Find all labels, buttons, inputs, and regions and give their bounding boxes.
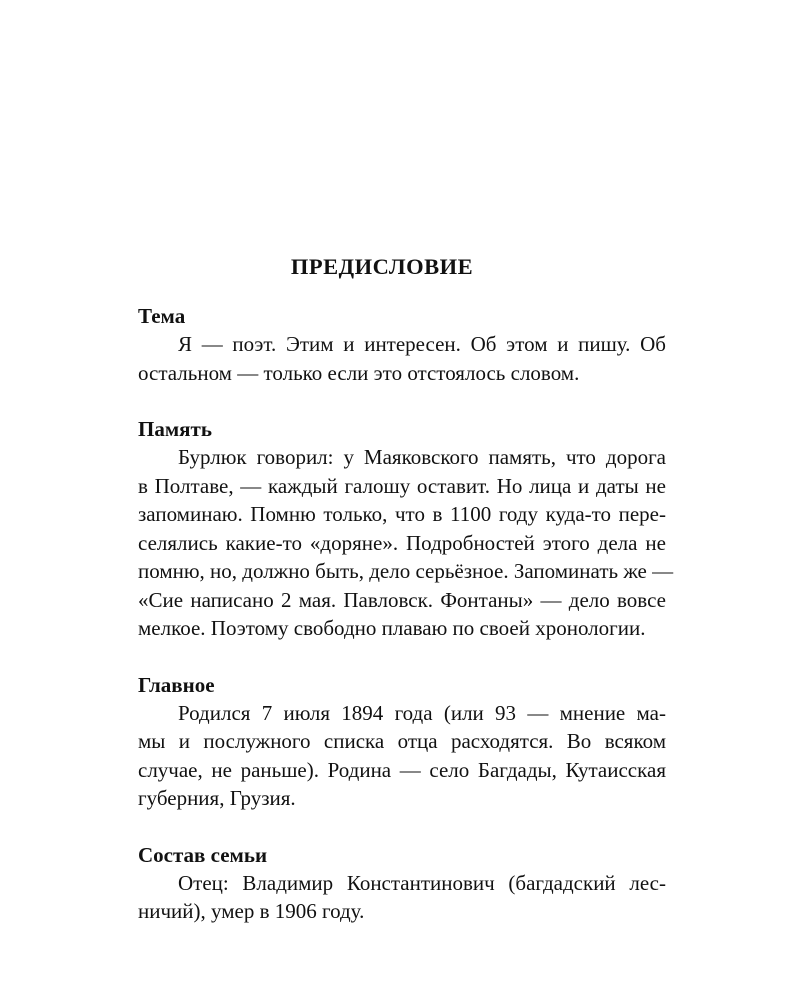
text-line: губерния, Грузия. — [138, 786, 296, 810]
text-line: ничий), умер в 1906 году. — [138, 899, 365, 923]
section-body — [98, 869, 666, 926]
text-line: Я — поэт. Этим и интересен. Об этом и пишу. Об — [178, 332, 666, 356]
section-body — [98, 330, 666, 387]
text-line: в Полтаве, — каждый галошу оставит. Но лица и даты не — [138, 473, 666, 498]
section-heading: Главное — [138, 672, 215, 697]
text-line: остальном — только если это отстоялось словом. — [138, 360, 580, 385]
text-line: мелкое. Поэтому свободно плаваю по своей хронологии. — [138, 616, 646, 640]
text-line: Родился 7 июля 1894 года (или 93 — мнение ма- — [178, 700, 666, 725]
section-tema — [98, 302, 666, 387]
section-heading: Состав семьи — [138, 842, 268, 867]
chapter-title: ПРЕДИСЛОВИЕ — [290, 254, 474, 279]
section-glavnoe — [98, 671, 666, 813]
page — [98, 252, 674, 954]
text-line: мы и послужного списка отца расходятся. Во всяком — [138, 729, 666, 753]
section-sostav-semyi — [98, 841, 666, 926]
text-line: Отец: Владимир Константинович (багдадский лес- — [178, 870, 666, 895]
section-body — [98, 443, 674, 643]
text-line: «Сие написано 2 мая. Павловск. Фонтаны» — дело вовсе — [138, 587, 666, 612]
text-line: Бурлюк говорил: у Маяковского память, что дорога — [178, 445, 666, 469]
section-heading: Тема — [138, 304, 186, 328]
text-line: помню, но, должно быть, дело серьёзное. Запоминать же — — [138, 559, 674, 583]
text-line: селялись какие-то «доряне». Подробностей этого дела не — [138, 530, 666, 555]
text-line: запоминаю. Помню только, что в 1100 году куда-то пере- — [138, 502, 666, 526]
section-body — [98, 699, 666, 813]
section-pamyat — [98, 415, 674, 643]
section-heading: Память — [138, 417, 212, 441]
text-line: случае, не раньше). Родина — село Багдады, Кутаисская — [138, 757, 666, 782]
